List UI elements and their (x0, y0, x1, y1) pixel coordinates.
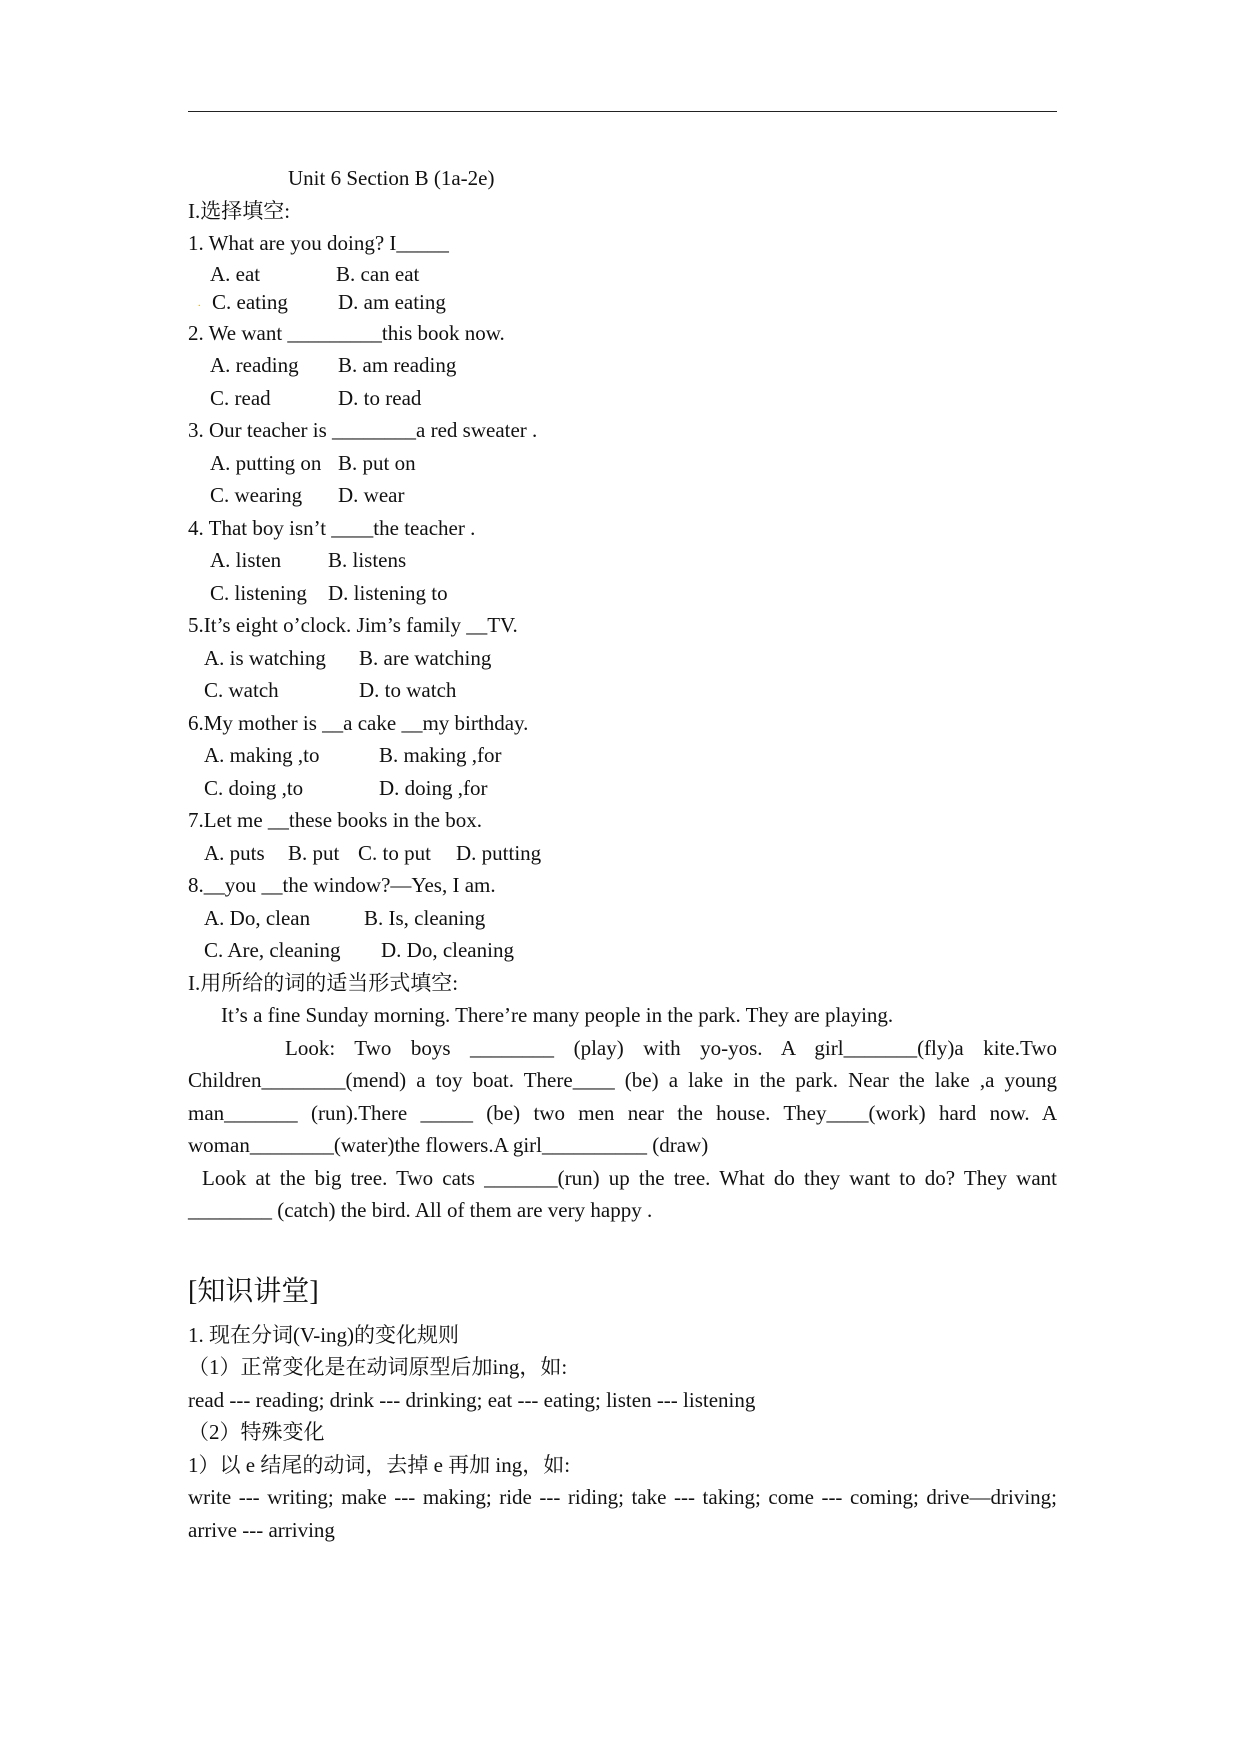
question-4: 4. That boy isn’t ____the teacher . (188, 515, 476, 540)
option-d: D. am eating (338, 290, 446, 314)
option-c: C. listening (210, 580, 307, 605)
option-a: A. putting on (210, 450, 322, 475)
question-3: 3. Our teacher is ________a red sweater . (188, 418, 538, 442)
option-d: D. doing ,for (379, 775, 488, 800)
options-row (188, 260, 1057, 289)
passage-intro: It’s a fine Sunday morning. There’re many people in the park. They are playing. (221, 1003, 894, 1027)
spacer (188, 1227, 1057, 1267)
mark-dot: . (198, 297, 201, 309)
option-a: A. is watching (204, 645, 326, 670)
option-d: D. listening to (328, 580, 448, 605)
option-b: B. put on (338, 450, 416, 475)
options-row (188, 288, 1057, 317)
option-a: A. listen (210, 548, 282, 572)
rule-2-sub-1: 1）以 e 结尾的动词，去掉 e 再加 ing，如: (188, 1452, 571, 1477)
question-7: 7.Let me __these books in the box. (188, 808, 482, 832)
section2-heading: I.用所给的词的适当形式填空: (188, 970, 459, 995)
option-b: B. can eat (336, 261, 420, 286)
option-a: A. Do, clean (204, 905, 311, 930)
rule-2: （2）特殊变化 (188, 1420, 325, 1444)
header-rule (188, 111, 1057, 112)
options-row (188, 447, 1057, 480)
options-row (188, 349, 1057, 382)
option-c: C. to put (358, 840, 431, 865)
options-row (188, 674, 1057, 707)
question-1: 1. What are you doing? I_____ (188, 231, 449, 255)
section1-heading: I.选择填空: (188, 198, 291, 223)
rule-1-examples: read --- reading; drink --- drinking; eat --- eating; listen --- listening (188, 1387, 756, 1412)
option-d: D. Do, cleaning (381, 938, 514, 962)
option-d: D. to read (338, 385, 422, 410)
options-row (188, 382, 1057, 415)
option-a: A. eat (210, 261, 261, 286)
options-row (188, 577, 1057, 610)
options-row (188, 642, 1057, 675)
option-a: A. reading (210, 353, 299, 377)
option-d: D. to watch (359, 678, 457, 702)
option-d: D. wear (338, 483, 405, 507)
option-c: C. Are, cleaning (204, 938, 341, 962)
options-row (188, 934, 1057, 967)
option-c: C. eating (212, 290, 288, 314)
rule-2-sub-1-examples: write --- writing; make --- making; ride --- riding; take --- taking; come --- coming; drive—driving; arrive --- arriving (188, 1485, 1057, 1542)
options-row (188, 902, 1057, 935)
option-b: B. put (288, 840, 340, 865)
options-row (188, 772, 1057, 805)
knowledge-item-1: 1. 现在分词(V-ing)的变化规则 (188, 1322, 460, 1347)
option-c: C. watch (204, 678, 279, 702)
option-b: B. are watching (359, 645, 492, 670)
option-c: C. read (210, 385, 271, 410)
option-b: B. making ,for (379, 743, 502, 767)
knowledge-heading: [知识讲堂] (188, 1275, 319, 1307)
passage-paragraph-1: Look: Two boys ________ (play) with yo-yos. A girl_______(fly)a kite.Two Children________(mend) a toy boat. There____ (be) a lake in the park. Near the lake ,a young man_______ (run).There _____ (be) two men near the house. They____(work) hard now. A woman________(water)the flowers.A girl__________ (draw) (188, 1035, 1057, 1157)
passage-paragraph-2: Look at the big tree. Two cats _______(run) up the tree. What do they want to do? They want ________ (catch) the bird. All of them are very happy . (188, 1165, 1057, 1222)
options-row (188, 479, 1057, 512)
worksheet (188, 162, 1057, 1546)
option-b: B. listens (328, 548, 407, 572)
option-a: A. making ,to (204, 743, 320, 767)
option-c: C. doing ,to (204, 775, 304, 800)
page-title: Unit 6 Section B (1a-2e) (288, 166, 495, 190)
option-c: C. wearing (210, 483, 303, 507)
question-6: 6.My mother is __a cake __my birthday. (188, 710, 529, 735)
question-5: 5.It’s eight o’clock. Jim’s family __TV. (188, 613, 518, 637)
options-row (188, 544, 1057, 577)
options-row (188, 837, 1057, 870)
question-2: 2. We want _________this book now. (188, 320, 505, 345)
rule-1: （1）正常变化是在动词原型后加ing，如: (188, 1355, 568, 1379)
option-d: D. putting (456, 840, 542, 865)
option-b: B. am reading (338, 353, 457, 377)
option-b: B. Is, cleaning (364, 905, 486, 930)
option-a: A. puts (204, 840, 265, 865)
question-8: 8.__you __the window?—Yes, I am. (188, 873, 496, 897)
options-row (188, 739, 1057, 772)
